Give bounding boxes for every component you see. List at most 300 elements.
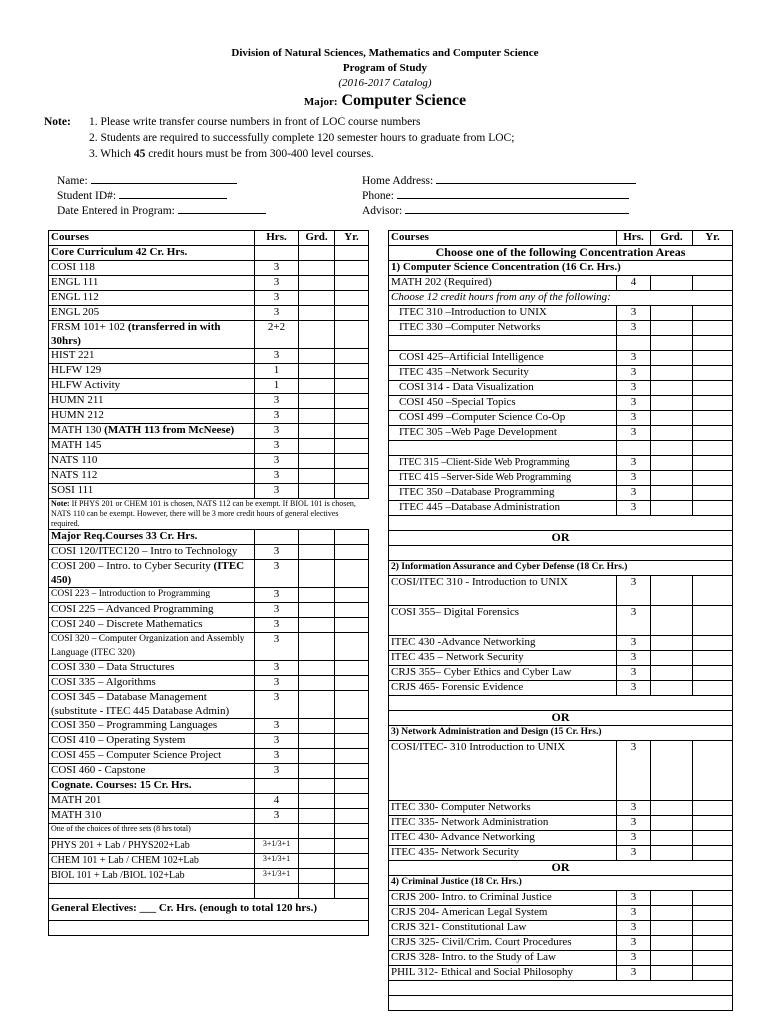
course-name: ENGL 112 bbox=[49, 291, 255, 306]
year-cell[interactable] bbox=[335, 261, 369, 276]
table-row bbox=[389, 336, 733, 351]
grade-cell[interactable] bbox=[299, 676, 335, 691]
table-row bbox=[389, 711, 733, 726]
grade-cell[interactable] bbox=[299, 321, 335, 349]
grade-cell[interactable] bbox=[651, 351, 693, 366]
year-cell[interactable] bbox=[693, 906, 733, 921]
left-course-table bbox=[48, 230, 369, 936]
grade-cell[interactable] bbox=[651, 636, 693, 651]
course-name: MATH 201 bbox=[49, 794, 255, 809]
year-cell[interactable] bbox=[693, 396, 733, 411]
table-cell bbox=[255, 884, 299, 899]
table-row bbox=[389, 981, 733, 996]
grade-cell[interactable] bbox=[299, 379, 335, 394]
course-name: CRJS 355– Cyber Ethics and Cyber Law bbox=[389, 666, 617, 681]
table-row bbox=[49, 306, 369, 321]
table-row bbox=[49, 691, 369, 719]
year-cell[interactable] bbox=[693, 501, 733, 516]
course-name: MATH 130 (MATH 113 from McNeese) bbox=[49, 424, 255, 439]
table-row bbox=[49, 779, 369, 794]
course-name: COSI 499 –Computer Science Co-Op bbox=[389, 411, 617, 426]
course-hours: 3 bbox=[617, 681, 651, 696]
course-hours: 3 bbox=[617, 306, 651, 321]
year-cell[interactable] bbox=[693, 891, 733, 906]
year-cell[interactable] bbox=[335, 794, 369, 809]
grade-cell[interactable] bbox=[651, 951, 693, 966]
grade-cell[interactable] bbox=[651, 801, 693, 816]
year-cell[interactable] bbox=[693, 606, 733, 636]
year-cell[interactable] bbox=[335, 484, 369, 499]
year-cell[interactable] bbox=[335, 734, 369, 749]
year-cell[interactable] bbox=[335, 691, 369, 719]
course-name bbox=[389, 336, 617, 351]
year-cell[interactable] bbox=[335, 854, 369, 869]
table-row bbox=[49, 394, 369, 409]
course-hours: 3 bbox=[255, 261, 299, 276]
grade-cell[interactable] bbox=[651, 276, 693, 291]
grade-cell[interactable] bbox=[299, 306, 335, 321]
grade-cell[interactable] bbox=[299, 764, 335, 779]
year-cell[interactable] bbox=[335, 379, 369, 394]
table-row bbox=[49, 884, 369, 899]
course-hours: 3 bbox=[255, 691, 299, 719]
year-cell[interactable] bbox=[335, 321, 369, 349]
course-name: COSI 223 – Introduction to Programming bbox=[49, 588, 255, 603]
table-cell bbox=[299, 824, 335, 839]
table-row bbox=[49, 560, 369, 588]
course-hours: 3 bbox=[617, 576, 651, 606]
course-hours: 3 bbox=[617, 936, 651, 951]
year-cell[interactable] bbox=[693, 381, 733, 396]
home-address-field[interactable]: Home Address: bbox=[362, 172, 636, 189]
course-name: CRJS 321- Constitutional Law bbox=[389, 921, 617, 936]
course-name: COSI 314 - Data Visualization bbox=[389, 381, 617, 396]
grade-cell[interactable] bbox=[651, 486, 693, 501]
grade-cell[interactable] bbox=[651, 606, 693, 636]
grade-cell[interactable] bbox=[299, 633, 335, 661]
year-cell[interactable] bbox=[693, 951, 733, 966]
course-name: ITEC 335- Network Administration bbox=[389, 816, 617, 831]
note-line-2: 2. Students are required to successfully complete 120 semester hours to graduate from LOC; bbox=[89, 132, 515, 144]
year-cell[interactable] bbox=[693, 846, 733, 861]
year-cell[interactable] bbox=[335, 633, 369, 661]
grade-cell[interactable] bbox=[651, 306, 693, 321]
table-row bbox=[49, 603, 369, 618]
table-cell bbox=[299, 884, 335, 899]
grade-cell[interactable] bbox=[299, 439, 335, 454]
table-row bbox=[389, 606, 733, 636]
grade-cell[interactable] bbox=[299, 409, 335, 424]
table-row bbox=[389, 471, 733, 486]
table-row bbox=[49, 588, 369, 603]
table-row bbox=[389, 531, 733, 546]
program-title: Program of Study bbox=[342, 62, 428, 74]
grade-cell[interactable] bbox=[651, 471, 693, 486]
year-cell[interactable] bbox=[693, 966, 733, 981]
grade-cell[interactable] bbox=[299, 691, 335, 719]
course-hours: 3 bbox=[255, 603, 299, 618]
year-cell[interactable] bbox=[335, 349, 369, 364]
year-cell[interactable] bbox=[335, 603, 369, 618]
grade-cell[interactable] bbox=[299, 749, 335, 764]
header-courses: Courses bbox=[389, 231, 617, 246]
table-cell bbox=[335, 824, 369, 839]
table-cell bbox=[255, 246, 299, 261]
course-hours: 3 bbox=[617, 816, 651, 831]
year-cell[interactable] bbox=[693, 576, 733, 606]
course-hours: 3 bbox=[255, 633, 299, 661]
grade-cell[interactable] bbox=[651, 966, 693, 981]
core-curriculum-title: Core Curriculum 42 Cr. Hrs. bbox=[49, 246, 255, 261]
course-hours: 3 bbox=[255, 661, 299, 676]
table-row bbox=[49, 530, 369, 545]
table-row bbox=[389, 486, 733, 501]
table-row bbox=[49, 545, 369, 560]
table-cell bbox=[335, 779, 369, 794]
course-name: COSI 120/ITEC120 – Intro to Technology bbox=[49, 545, 255, 560]
course-name: NATS 110 bbox=[49, 454, 255, 469]
course-hours bbox=[617, 336, 651, 351]
course-hours: 2+2 bbox=[255, 321, 299, 349]
name-field[interactable]: Name: bbox=[57, 172, 237, 189]
major-line bbox=[0, 92, 770, 110]
grade-cell[interactable] bbox=[651, 321, 693, 336]
table-row bbox=[389, 846, 733, 861]
course-name: COSI 450 –Special Topics bbox=[389, 396, 617, 411]
grade-cell[interactable] bbox=[299, 469, 335, 484]
year-cell[interactable] bbox=[335, 676, 369, 691]
course-name: PHIL 312- Ethical and Social Philosophy bbox=[389, 966, 617, 981]
course-hours: 1 bbox=[255, 379, 299, 394]
course-hours: 3 bbox=[617, 606, 651, 636]
course-hours: 3 bbox=[255, 809, 299, 824]
year-cell[interactable] bbox=[335, 588, 369, 603]
grade-cell[interactable] bbox=[299, 734, 335, 749]
grade-cell[interactable] bbox=[299, 424, 335, 439]
year-cell[interactable] bbox=[693, 831, 733, 846]
course-name: ITEC 305 –Web Page Development bbox=[389, 426, 617, 441]
course-hours: 3 bbox=[255, 306, 299, 321]
grade-cell[interactable] bbox=[299, 603, 335, 618]
header-hrs: Hrs. bbox=[255, 231, 299, 246]
year-cell[interactable] bbox=[693, 426, 733, 441]
year-cell[interactable] bbox=[693, 651, 733, 666]
course-hours: 3 bbox=[617, 411, 651, 426]
table-row bbox=[49, 749, 369, 764]
year-cell[interactable] bbox=[693, 936, 733, 951]
course-hours: 3 bbox=[255, 560, 299, 588]
course-hours: 3 bbox=[255, 454, 299, 469]
concentration-1-title: 1) Computer Science Concentration (16 Cr. Hrs.) bbox=[389, 261, 733, 276]
table-row bbox=[49, 869, 369, 884]
course-hours: 3 bbox=[617, 651, 651, 666]
table-row bbox=[389, 411, 733, 426]
course-name: ITEC 315 –Client-Side Web Programming bbox=[389, 456, 617, 471]
year-cell[interactable] bbox=[335, 394, 369, 409]
table-cell bbox=[389, 696, 733, 711]
course-name: HUMN 212 bbox=[49, 409, 255, 424]
grade-cell[interactable] bbox=[299, 545, 335, 560]
table-row bbox=[389, 441, 733, 456]
course-name: ITEC 330- Computer Networks bbox=[389, 801, 617, 816]
year-cell[interactable] bbox=[335, 839, 369, 854]
year-cell[interactable] bbox=[693, 816, 733, 831]
year-cell[interactable] bbox=[335, 560, 369, 588]
year-cell[interactable] bbox=[335, 469, 369, 484]
grade-cell[interactable] bbox=[651, 921, 693, 936]
grade-cell[interactable] bbox=[299, 560, 335, 588]
phone-field[interactable]: Phone: bbox=[362, 187, 629, 204]
year-cell[interactable] bbox=[335, 764, 369, 779]
course-hours: 3 bbox=[617, 366, 651, 381]
grade-cell[interactable] bbox=[299, 719, 335, 734]
table-row bbox=[389, 936, 733, 951]
header-grd: Grd. bbox=[651, 231, 693, 246]
course-name: ENGL 111 bbox=[49, 276, 255, 291]
table-row bbox=[49, 661, 369, 676]
year-cell[interactable] bbox=[693, 276, 733, 291]
table-cell bbox=[389, 981, 733, 996]
year-cell[interactable] bbox=[335, 276, 369, 291]
course-name: ITEC 330 –Computer Networks bbox=[389, 321, 617, 336]
year-cell[interactable] bbox=[693, 921, 733, 936]
choice-note: One of the choices of three sets (8 hrs total) bbox=[49, 824, 255, 839]
course-hours: 3 bbox=[617, 906, 651, 921]
course-name: COSI 330 – Data Structures bbox=[49, 661, 255, 676]
grade-cell[interactable] bbox=[299, 588, 335, 603]
concentration-3-title: 3) Network Administration and Design (15 Cr. Hrs.) bbox=[389, 726, 733, 741]
course-name: COSI 118 bbox=[49, 261, 255, 276]
table-row bbox=[49, 676, 369, 691]
table-cell bbox=[299, 246, 335, 261]
year-cell[interactable] bbox=[693, 681, 733, 696]
grade-cell[interactable] bbox=[651, 651, 693, 666]
course-hours: 3 bbox=[617, 471, 651, 486]
table-row bbox=[389, 501, 733, 516]
table-row bbox=[389, 366, 733, 381]
table-row bbox=[49, 899, 369, 921]
table-row bbox=[49, 231, 369, 246]
table-row bbox=[389, 456, 733, 471]
table-row bbox=[49, 409, 369, 424]
year-cell[interactable] bbox=[693, 351, 733, 366]
grade-cell[interactable] bbox=[651, 426, 693, 441]
year-cell[interactable] bbox=[335, 869, 369, 884]
year-cell[interactable] bbox=[693, 411, 733, 426]
grade-cell[interactable] bbox=[651, 906, 693, 921]
table-cell bbox=[335, 884, 369, 899]
course-name: HUMN 211 bbox=[49, 394, 255, 409]
year-cell[interactable] bbox=[693, 636, 733, 651]
table-row bbox=[49, 719, 369, 734]
table-row bbox=[389, 891, 733, 906]
grade-cell[interactable] bbox=[299, 618, 335, 633]
grade-cell[interactable] bbox=[651, 501, 693, 516]
course-name: HLFW 129 bbox=[49, 364, 255, 379]
grade-cell[interactable] bbox=[651, 666, 693, 681]
year-cell[interactable] bbox=[335, 306, 369, 321]
grade-cell[interactable] bbox=[299, 364, 335, 379]
grade-cell[interactable] bbox=[651, 681, 693, 696]
grade-cell[interactable] bbox=[651, 576, 693, 606]
table-row bbox=[389, 726, 733, 741]
grade-cell[interactable] bbox=[651, 456, 693, 471]
grade-cell[interactable] bbox=[299, 809, 335, 824]
course-hours: 3 bbox=[617, 486, 651, 501]
table-cell bbox=[255, 530, 299, 545]
course-hours: 3 bbox=[255, 276, 299, 291]
course-name: MATH 310 bbox=[49, 809, 255, 824]
grade-cell[interactable] bbox=[299, 394, 335, 409]
course-hours: 3 bbox=[617, 921, 651, 936]
general-electives: General Electives: ___ Cr. Hrs. (enough to total 120 hrs.) bbox=[49, 899, 369, 921]
grade-cell[interactable] bbox=[299, 276, 335, 291]
course-name: COSI 335 – Algorithms bbox=[49, 676, 255, 691]
course-hours: 3 bbox=[617, 966, 651, 981]
year-cell[interactable] bbox=[335, 749, 369, 764]
course-hours: 3 bbox=[617, 321, 651, 336]
or-divider: OR bbox=[389, 711, 733, 726]
table-row bbox=[49, 364, 369, 379]
year-cell[interactable] bbox=[693, 471, 733, 486]
student-id-field[interactable]: Student ID#: bbox=[57, 187, 227, 204]
course-name: CRJS 325- Civil/Crim. Court Procedures bbox=[389, 936, 617, 951]
table-row bbox=[49, 824, 369, 839]
year-cell[interactable] bbox=[335, 409, 369, 424]
grade-cell[interactable] bbox=[651, 741, 693, 801]
course-name: ITEC 435- Network Security bbox=[389, 846, 617, 861]
grade-cell[interactable] bbox=[299, 484, 335, 499]
grade-cell[interactable] bbox=[651, 441, 693, 456]
course-name: CRJS 200- Intro. to Criminal Justice bbox=[389, 891, 617, 906]
grade-cell[interactable] bbox=[299, 839, 335, 854]
grade-cell[interactable] bbox=[651, 381, 693, 396]
course-hours: 4 bbox=[617, 276, 651, 291]
course-name: ITEC 430 -Advance Networking bbox=[389, 636, 617, 651]
grade-cell[interactable] bbox=[299, 349, 335, 364]
year-cell[interactable] bbox=[693, 801, 733, 816]
year-cell[interactable] bbox=[693, 441, 733, 456]
course-hours: 3 bbox=[617, 666, 651, 681]
year-cell[interactable] bbox=[335, 364, 369, 379]
table-row bbox=[389, 831, 733, 846]
grade-cell[interactable] bbox=[299, 794, 335, 809]
grade-cell[interactable] bbox=[651, 366, 693, 381]
grade-cell[interactable] bbox=[299, 854, 335, 869]
course-name: COSI/ITEC 310 - Introduction to UNIX bbox=[389, 576, 617, 606]
course-name: COSI/ITEC- 310 Introduction to UNIX bbox=[389, 741, 617, 801]
course-hours: 3 bbox=[617, 501, 651, 516]
grade-cell[interactable] bbox=[299, 454, 335, 469]
grade-cell[interactable] bbox=[651, 336, 693, 351]
course-hours: 3 bbox=[617, 891, 651, 906]
course-name: COSI 355– Digital Forensics bbox=[389, 606, 617, 636]
year-cell[interactable] bbox=[335, 439, 369, 454]
grade-cell[interactable] bbox=[651, 831, 693, 846]
year-cell[interactable] bbox=[335, 661, 369, 676]
table-row bbox=[49, 469, 369, 484]
concentration-choose-title: Choose one of the following Concentration Areas bbox=[389, 246, 733, 261]
year-cell[interactable] bbox=[693, 366, 733, 381]
note-label: Note: bbox=[44, 116, 71, 128]
year-cell[interactable] bbox=[335, 454, 369, 469]
advisor-field[interactable]: Advisor: bbox=[362, 202, 629, 219]
table-row bbox=[49, 764, 369, 779]
table-cell bbox=[299, 530, 335, 545]
course-hours: 3 bbox=[255, 394, 299, 409]
table-row bbox=[49, 633, 369, 661]
table-cell bbox=[389, 546, 733, 561]
course-name: ITEC 415 –Server-Side Web Programming bbox=[389, 471, 617, 486]
table-row bbox=[389, 876, 733, 891]
year-cell[interactable] bbox=[335, 719, 369, 734]
grade-cell[interactable] bbox=[651, 396, 693, 411]
table-row bbox=[49, 809, 369, 824]
year-cell[interactable] bbox=[693, 741, 733, 801]
table-cell bbox=[255, 824, 299, 839]
grade-cell[interactable] bbox=[651, 891, 693, 906]
major-label: Major: bbox=[303, 96, 338, 108]
grade-cell[interactable] bbox=[299, 661, 335, 676]
table-row bbox=[389, 321, 733, 336]
date-entered-field[interactable]: Date Entered in Program: bbox=[57, 202, 266, 219]
table-row bbox=[389, 426, 733, 441]
table-cell bbox=[335, 530, 369, 545]
table-row bbox=[389, 996, 733, 1011]
grade-cell[interactable] bbox=[651, 846, 693, 861]
table-row bbox=[389, 696, 733, 711]
year-cell[interactable] bbox=[335, 809, 369, 824]
course-hours: 3 bbox=[255, 291, 299, 306]
year-cell[interactable] bbox=[693, 306, 733, 321]
course-name: HIST 221 bbox=[49, 349, 255, 364]
core-note: Note: If PHYS 201 or CHEM 101 is chosen, NATS 112 can be exempt. If BIOL 101 is chosen, NATS 110 can be exempt. However, there will be 3 more credit hours of general electives required. bbox=[49, 499, 369, 530]
year-cell[interactable] bbox=[335, 291, 369, 306]
course-hours: 3 bbox=[617, 456, 651, 471]
year-cell[interactable] bbox=[335, 545, 369, 560]
year-cell[interactable] bbox=[335, 618, 369, 633]
table-row bbox=[389, 816, 733, 831]
course-name: COSI 460 - Capstone bbox=[49, 764, 255, 779]
table-cell bbox=[49, 884, 255, 899]
table-row bbox=[389, 636, 733, 651]
table-row bbox=[389, 276, 733, 291]
note-line-3: 3. Which 45 credit hours must be from 300-400 level courses. bbox=[89, 148, 374, 160]
course-hours: 3+1/3+1 bbox=[255, 839, 299, 854]
table-row bbox=[49, 854, 369, 869]
grade-cell[interactable] bbox=[651, 936, 693, 951]
grade-cell[interactable] bbox=[651, 816, 693, 831]
course-hours: 3 bbox=[255, 439, 299, 454]
major-req-title: Major Req.Courses 33 Cr. Hrs. bbox=[49, 530, 255, 545]
course-hours: 3 bbox=[617, 951, 651, 966]
table-row bbox=[389, 396, 733, 411]
course-hours: 3 bbox=[255, 484, 299, 499]
year-cell[interactable] bbox=[693, 486, 733, 501]
course-name: NATS 112 bbox=[49, 469, 255, 484]
year-cell[interactable] bbox=[693, 666, 733, 681]
grade-cell[interactable] bbox=[299, 261, 335, 276]
grade-cell[interactable] bbox=[299, 291, 335, 306]
year-cell[interactable] bbox=[693, 321, 733, 336]
year-cell[interactable] bbox=[335, 424, 369, 439]
grade-cell[interactable] bbox=[299, 869, 335, 884]
course-hours: 3 bbox=[255, 588, 299, 603]
grade-cell[interactable] bbox=[651, 411, 693, 426]
year-cell[interactable] bbox=[693, 456, 733, 471]
table-row bbox=[389, 351, 733, 366]
year-cell[interactable] bbox=[693, 336, 733, 351]
